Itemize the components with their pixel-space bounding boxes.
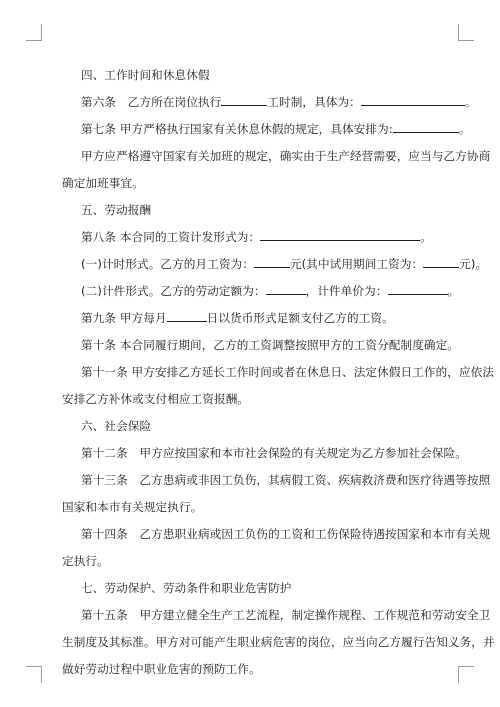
document-body	[62, 62, 495, 683]
blank-pay-day[interactable]	[167, 310, 207, 322]
blank-labor-quota[interactable]	[266, 283, 306, 295]
article-15-line-1: 第十五条 甲方建立健全生产工艺流程，制定操作规程、工作规范和劳动安全卫	[81, 608, 491, 622]
blank-probation-wage[interactable]	[423, 256, 459, 268]
article-13-line-2: 国家和本市有关规定执行。	[62, 500, 203, 514]
crop-mark-bottom-right-v	[458, 666, 459, 683]
piece-based-wage: (二)计件形式。乙方的劳动定额为： ，计件单价为： 。	[81, 284, 460, 298]
article-9: 第九条 甲方每月 日以货币形式足额支付乙方的工资。	[81, 311, 394, 325]
article-8: 第八条 本合同的工资计发形式为： 。	[81, 230, 432, 244]
crop-mark-top-right-v	[458, 24, 459, 41]
overtime-paragraph-line-2: 确定加班事宜。	[62, 176, 144, 190]
section-4-heading: 四、工作时间和休息休假	[81, 68, 210, 82]
section-5-heading: 五、劳动报酬	[81, 203, 152, 217]
article-6: 第六条 乙方所在岗位执行 工时制，具体为： 。	[81, 95, 477, 109]
blank-wage-form[interactable]	[260, 229, 420, 241]
article-13-line-1: 第十三条 乙方患病或非因工负伤，其病假工资、疾病救济费和医疗待遇等按照	[81, 473, 491, 487]
article-7: 第七条 甲方严格执行国家有关休息休假的规定，具体安排为: 。	[81, 122, 471, 136]
overtime-paragraph-line-1: 甲方应严格遵守国家有关加班的规定，确实由于生产经营需要，应当与乙方协商	[81, 149, 491, 163]
blank-rest-arrangement[interactable]	[393, 121, 459, 133]
article-15-line-2: 生制度及其标准。甲方对可能产生职业病危害的岗位，应当向乙方履行告知义务，并	[62, 635, 495, 649]
blank-hours-detail[interactable]	[361, 94, 465, 106]
crop-mark-bottom-left-h	[26, 666, 42, 667]
section-7-heading: 七、劳动保护、劳动条件和职业危害防护	[81, 581, 292, 595]
article-14-line-2: 定执行。	[62, 554, 109, 568]
blank-hours-type[interactable]	[221, 94, 267, 106]
blank-piece-rate[interactable]	[388, 283, 448, 295]
section-6-heading: 六、社会保险	[81, 419, 152, 433]
crop-mark-top-right-h	[458, 40, 474, 41]
article-15-line-3: 做好劳动过程中职业危害的预防工作。	[62, 662, 261, 676]
article-14-line-1: 第十四条 乙方患职业病或因工负伤的工资和工伤保险待遇按国家和本市有关规	[81, 527, 491, 541]
article-12: 第十二条 甲方应按国家和本市社会保险的有关规定为乙方参加社会保险。	[81, 446, 467, 460]
crop-mark-top-left-v	[41, 24, 42, 41]
article-11-line-2: 安排乙方补休或支付相应工资报酬。	[62, 392, 250, 406]
blank-monthly-wage[interactable]	[254, 256, 290, 268]
article-10: 第十条 本合同履行期间，乙方的工资调整按照甲方的工资分配制度确定。	[81, 338, 459, 352]
crop-mark-top-left-h	[26, 40, 42, 41]
crop-mark-bottom-left-v	[41, 666, 42, 683]
time-based-wage: (一)计时形式。乙方的月工资为： 元(其中试用期间工资为： 元)。	[81, 257, 488, 271]
article-11-line-1: 第十一条 甲方安排乙方延长工作时间或者在休息日、法定休假日工作的，应依法	[81, 365, 495, 379]
crop-mark-bottom-right-h	[458, 666, 474, 667]
